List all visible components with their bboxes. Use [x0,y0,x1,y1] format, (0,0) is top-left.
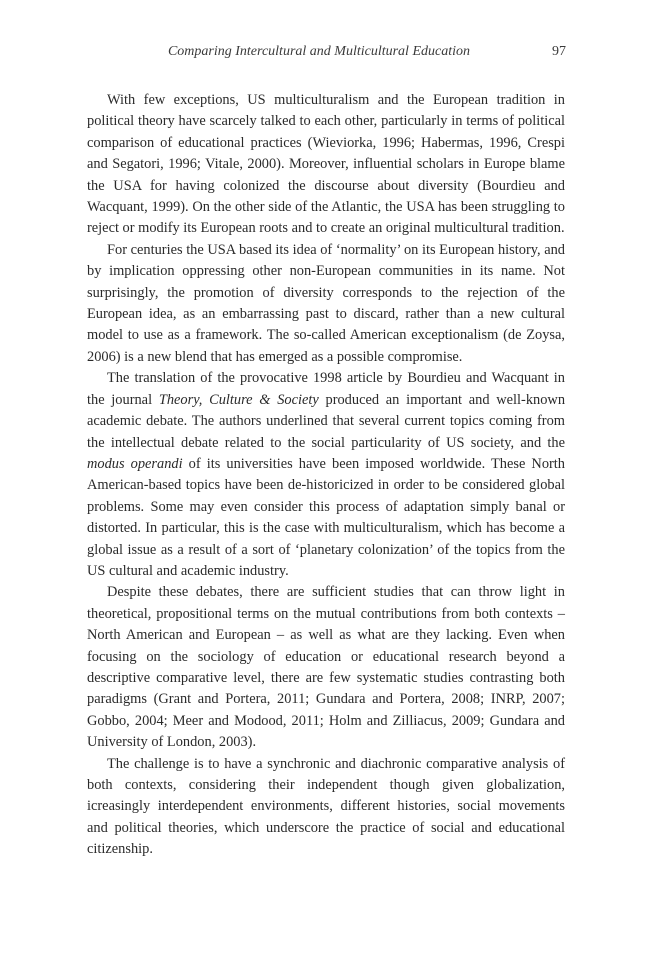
paragraph-3-part-1: The translation of the provocative 1998 article by Bourdieu and Wacquant in the journal [87,370,565,408]
paragraph-5: The challenge is to have a synchronic and diachronic comparative analysis of both contexts, considering their independent though given globalization, icreasingly interdependent environments, different histories, social movements and political theories, which underscore the practice of social and educational citizenship. [87,755,565,858]
running-header [0,44,650,66]
paragraph-3-part-3: of its universities have been imposed worldwide. These North American-based topics have been de-historicized in order to be considered global problems. Some may even consider this process of adaptation simply banal or distorted. In particular, this is the case with multiculturalism, which has become a global issue as a result of a sort of ‘planetary colonization’ of the topics from the US cultural and academic industry. [87,455,565,579]
paragraph-1: With few exceptions, US multiculturalism and the European tradition in political theory have scarcely talked to each other, particularly in terms of political comparison of educational practices (Wieviorka, 1996; Habermas, 1996, Crespi and Segatori, 1996; Vitale, 2000). Moreover, influential scholars in Europe blame the USA for having colonized the discourse about diversity (Bourdieu and Wacquant, 1999). On the other side of the Atlantic, the USA has been struggling to reject or modify its European roots and to create an original multicultural tradition. [87,92,565,237]
latin-term: modus operandi [87,455,183,472]
paragraph-2: For centuries the USA based its idea of ‘normality’ on its European history, and by implication oppressing other non-European communities in its name. Not surprisingly, the promotion of diversity corresponds to the rejection of the European idea, as an embarrassing past to discard, rather than a new cultural model to use as a framework. The so-called American exceptionalism (de Zoysa, 2006) is a new blend that has emerged as a possible compromise. [87,241,565,365]
page-number: 97 [552,44,566,59]
paragraph-3-part-2: produced an important and well-known academic debate. The authors underlined that several current topics coming from the intellectual debate related to the social particularity of US society, and the [87,391,566,451]
journal-title: Theory, Culture & Society [158,391,319,408]
body-text [87,90,565,861]
paragraph-3 [87,368,565,582]
paragraph-4: Despite these debates, there are sufficient studies that can throw light in theoretical, propositional terms on the mutual contributions from both contexts – North American and European – as well as what are they lacking. Even when focusing on the sociology of education or educational research beyond a descriptive comparative level, there are few systematic studies contrasting both paradigms (Grant and Portera, 2011; Gundara and Portera, 2008; INRP, 2007; Gobbo, 2004; Meer and Modood, 2011; Holm and Zilliacus, 2009; Gundara and University of London, 2003). [87,584,565,751]
running-title: Comparing Intercultural and Multicultural Education [167,44,470,59]
